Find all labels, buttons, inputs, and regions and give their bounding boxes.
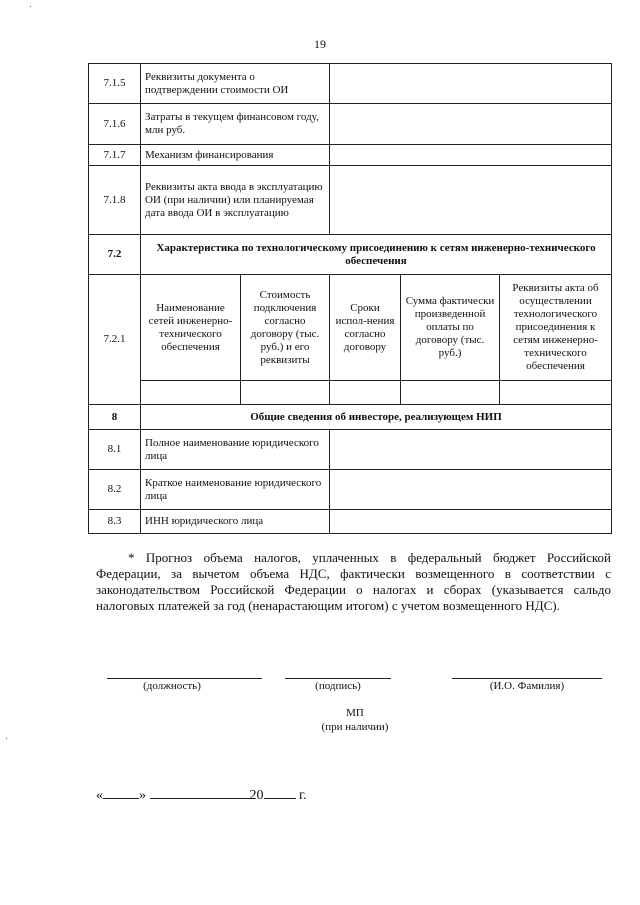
position-label: (должность) (143, 680, 201, 692)
value-cell[interactable] (330, 64, 612, 104)
row-label: Механизм финансирования (141, 145, 330, 166)
signature-label: (подпись) (315, 680, 361, 692)
footnote-text: * Прогноз объема налогов, уплаченных в федеральный бюджет Российской Федерации, за вычетом объема НДС, фактически возмещенного в соответствии с законодательством Российской Федерации о налогах и сборах (указывается сальдо налоговых платежей за год (ненарастающим итогом) с учетом возмещенного НДС). (96, 550, 611, 613)
value-cell[interactable] (330, 510, 612, 534)
section-number: 8 (89, 405, 141, 430)
stamp-note: (при наличии) (321, 721, 389, 733)
year-suffix: г. (299, 788, 307, 803)
column-header: Сумма фактически произведенной оплаты по договору (тыс. руб.) (401, 275, 500, 381)
row-label: Краткое наименование юридического лица (141, 470, 330, 510)
column-header: Наименование сетей инженерно-технического обеспечения (141, 275, 241, 381)
value-cell[interactable] (141, 381, 241, 405)
name-signature-line[interactable] (452, 678, 602, 679)
value-cell[interactable] (241, 381, 330, 405)
row-label: ИНН юридического лица (141, 510, 330, 534)
stamp-placeholder (300, 706, 410, 734)
row-number: 7.1.5 (89, 64, 141, 104)
scan-speck (6, 738, 7, 739)
subtable-empty-row (89, 381, 612, 405)
row-label: Затраты в текущем финансовом году, млн руб. (141, 104, 330, 145)
table-row (89, 166, 612, 235)
row-number: 7.1.6 (89, 104, 141, 145)
year-blank[interactable] (264, 786, 296, 799)
value-cell[interactable] (330, 430, 612, 470)
table-row (89, 510, 612, 534)
value-cell[interactable] (330, 381, 401, 405)
table-row (89, 104, 612, 145)
row-label: Реквизиты документа о подтверждении стоимости ОИ (141, 64, 330, 104)
section-title: Общие сведения об инвесторе, реализующем НИП (141, 405, 612, 430)
stamp-mark: МП (346, 707, 364, 719)
subtable-header-row (89, 275, 612, 381)
section-header-row (89, 235, 612, 275)
signature-line[interactable] (285, 678, 391, 679)
row-label: Полное наименование юридического лица (141, 430, 330, 470)
date-line (96, 786, 307, 804)
row-label: Реквизиты акта ввода в эксплуатацию ОИ (при наличии) или планируемая дата ввода ОИ в эксплуатацию (141, 166, 330, 235)
scan-speck (30, 6, 31, 7)
table-row (89, 470, 612, 510)
row-number: 8.3 (89, 510, 141, 534)
investor-form-table (88, 63, 612, 534)
table-row (89, 64, 612, 104)
position-signature-line[interactable] (107, 678, 262, 679)
row-number: 8.1 (89, 430, 141, 470)
year-prefix: 20 (249, 788, 264, 803)
section-number: 7.2 (89, 235, 141, 275)
month-blank[interactable] (150, 786, 250, 799)
date-close-quote: » (139, 788, 146, 803)
value-cell[interactable] (401, 381, 500, 405)
column-header: Стоимость подключения согласно договору (тыс. руб.) и его реквизиты (241, 275, 330, 381)
date-open-quote: « (96, 788, 103, 803)
row-number: 8.2 (89, 470, 141, 510)
value-cell[interactable] (500, 381, 612, 405)
column-header: Сроки испол-нения согласно договору (330, 275, 401, 381)
section-header-row (89, 405, 612, 430)
table-row (89, 145, 612, 166)
row-number: 7.2.1 (89, 275, 141, 405)
value-cell[interactable] (330, 145, 612, 166)
row-number: 7.1.7 (89, 145, 141, 166)
value-cell[interactable] (330, 166, 612, 235)
name-label: (И.О. Фамилия) (489, 680, 565, 692)
row-number: 7.1.8 (89, 166, 141, 235)
section-title: Характеристика по технологическому присоединению к сетям инженерно-технического обеспечения (141, 235, 612, 275)
table-row (89, 430, 612, 470)
value-cell[interactable] (330, 470, 612, 510)
day-blank[interactable] (103, 786, 139, 799)
value-cell[interactable] (330, 104, 612, 145)
column-header: Реквизиты акта об осуществлении технологического присоединения к сетям инженерно-технического обеспечения (500, 275, 612, 381)
page-number: 19 (314, 37, 326, 51)
